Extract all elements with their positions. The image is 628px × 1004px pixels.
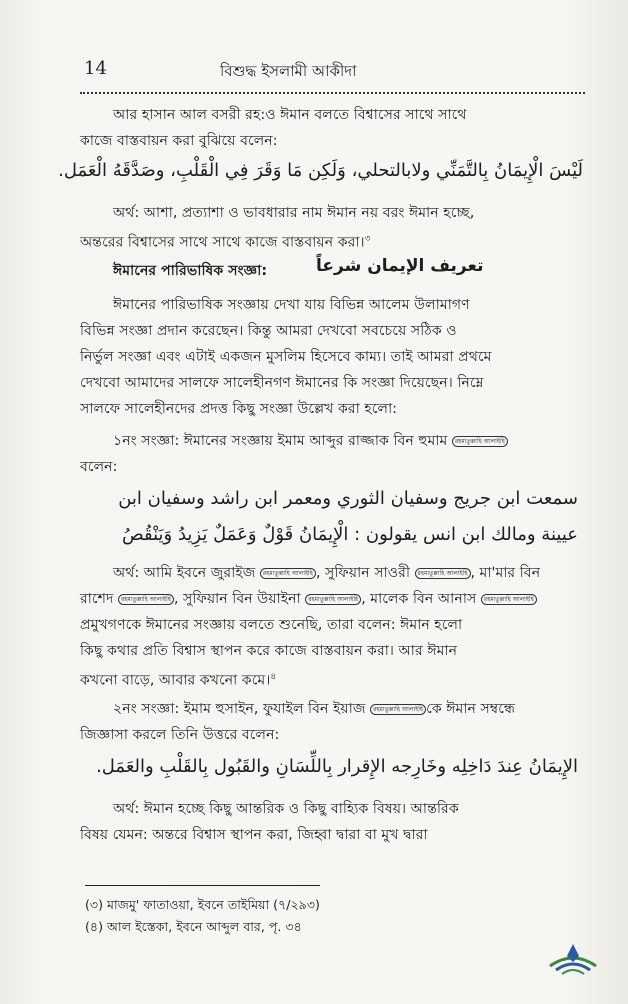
- meaning2-line2: রাশেদ রহমাতুল্লাহি আলাইহি , সুফিয়ান বিন উয়াইনা রহমাতুল্লাহি আলাইহি , মালেক বিন আনাস রহমাতুল্লাহি আলাইহি: [80, 586, 590, 612]
- honorific-mark: রহমাতুল্লাহি আলাইহি: [260, 568, 316, 579]
- running-title: বিশুদ্ধ ইসলামী আকীদা: [220, 62, 357, 80]
- page-header: [70, 56, 590, 86]
- arabic-quote-1: لَيْسَ الْإِيمَانُ بِالتَّمَنِّي ولابالتحلي، وَلَكِن مَا وَقَرَ فِي الْقَلْبِ، وصَدَّقَهُ الْعَمَل.: [58, 160, 583, 181]
- honorific-mark: রহমাতুল্লাহি আলাইহি: [118, 594, 174, 605]
- publisher-logo-icon: [548, 940, 598, 976]
- header-dotted-rule: [80, 92, 585, 94]
- subheading-arabic: تعريف الإيمان شرعاً: [316, 256, 484, 276]
- arabic-quote-2-line2: عيينة ومالك ابن انس يقولون : الْإِيمَانُ قَوْلٌ وَعَمَلٌ يَزِيدُ وَيَنْقُصُ: [121, 524, 578, 545]
- meaning2-line3: প্রমুখগণকে ঈমানের সংজ্ঞায় বলতে শুনেছি, তারা বলেন: ঈমান হলো: [80, 617, 463, 633]
- arabic-quote-3: الإِيمَانُ عِندَ دَاخِلِه وخَارِجه الإِقرار بِاللِّسَانِ والقَبُول بِالقَلْبِ والعَمَل.: [96, 756, 578, 777]
- para1-line1: আর হাসান আল বসরী রহ:ও ঈমান বলতে বিশ্বাসের সাথে সাথে: [113, 107, 467, 123]
- para2-line4: দেখবো আমাদের সালফে সালেহীনগণ ঈমানের কি সংজ্ঞা দিয়েছেন। নিম্নে: [80, 375, 484, 391]
- meaning1-line2: অন্তরের বিশ্বাসের সাথে সাথে কাজে বাস্তবায়ন করা।$^৩$: [80, 234, 371, 251]
- para1-line2: কাজে বাস্তবায়ন করা বুঝিয়ে বলেন:: [80, 133, 278, 149]
- para2-line1: ঈমানের পারিভাষিক সংজ্ঞায় দেখা যায় বিভিন্ন আলেম উলামাগণ: [113, 297, 470, 313]
- honorific-mark: রহমাতুল্লাহি আলাইহি: [370, 704, 426, 715]
- subheading-bengali: ঈমানের পারিভাষিক সংজ্ঞা:: [113, 263, 268, 279]
- honorific-mark: রহমাতুল্লাহি আলাইহি: [415, 568, 471, 579]
- def2-line2: জিজ্ঞাসা করলে তিনি উত্তরে বলেন:: [80, 727, 280, 743]
- def1-line2: বলেন:: [80, 459, 118, 475]
- meaning3-line1: অর্থ: ঈমান হচ্ছে কিছু আন্তরিক ও কিছু বাহ্যিক বিষয়। আন্তরিক: [113, 801, 459, 817]
- honorific-mark: রহমাতুল্লাহি আলাইহি: [452, 436, 508, 447]
- para2-line5: সালফে সালেহীনদের প্রদত্ত কিছু সংজ্ঞা উল্লেখ করা হলো:: [80, 401, 397, 417]
- footnote-4: (৪) আল ইস্তেকা, ইবনে আব্দুল বার, পৃ. ৩৪: [85, 919, 302, 934]
- para2-line3: নির্ভুল সংজ্ঞা এবং এটাই একজন মুসলিম হিসেবে কাম্য। তাই আমরা প্রথমে: [80, 349, 492, 365]
- meaning1-line1: অর্থ: আশা, প্রত্যাশা ও ভাবধারার নাম ঈমান নয় বরং ঈমান হচ্ছে,: [113, 205, 475, 221]
- meaning2-line1: অর্থ: আমি ইবনে জুরাইজ রহমাতুল্লাহি আলাইহি , সুফিয়ান সাওরী রহমাতুল্লাহি আলাইহি , মা'মার বিন: [113, 565, 541, 581]
- page-number: 14: [84, 58, 107, 79]
- footnote-3: (৩) মাজমু' ফাতাওয়া, ইবনে তাইমিয়া (৭/২৯৩): [85, 897, 320, 912]
- meaning2-line5: কখনো বাড়ে, আবার কখনো কমে।$^৪$: [80, 672, 277, 689]
- honorific-mark: রহমাতুল্লাহি আলাইহি: [305, 594, 361, 605]
- arabic-quote-2-line1: سمعت ابن جريج وسفيان الثوري ومعمر ابن راشد وسفيان ابن: [118, 488, 578, 509]
- footnote-ref-3: ৩: [364, 234, 371, 244]
- honorific-mark: রহমাতুল্লাহি আলাইহি: [481, 594, 537, 605]
- footnote-divider: [85, 885, 320, 886]
- def2-line1: ২নং সংজ্ঞা: ইমাম হুসাইন, ফুযাইল বিন ইয়াজ রহমাতুল্লাহি আলাইহি কে ঈমান সম্বন্ধে: [113, 701, 516, 717]
- para2-line2: বিভিন্ন সংজ্ঞা প্রদান করেছেন। কিন্তু আমরা দেখবো সবচেয়ে সঠিক ও: [80, 323, 457, 339]
- footnote-ref-4: ৪: [270, 672, 277, 682]
- def1-line1: ১নং সংজ্ঞা: ঈমানের সংজ্ঞায় ইমাম আব্দুর রাজ্জাক বিন হুমাম রহমাতুল্লাহি আলাইহি: [113, 428, 623, 454]
- meaning3-line2: বিষয় যেমন: অন্তরে বিশ্বাস স্থাপন করা, জিহ্বা দ্বারা বা মুখ দ্বারা: [80, 827, 428, 843]
- meaning2-line4: কিছু কথার প্রতি বিশ্বাস স্থাপন করে কাজে বাস্তবায়ন করা। আর ঈমান: [80, 643, 458, 659]
